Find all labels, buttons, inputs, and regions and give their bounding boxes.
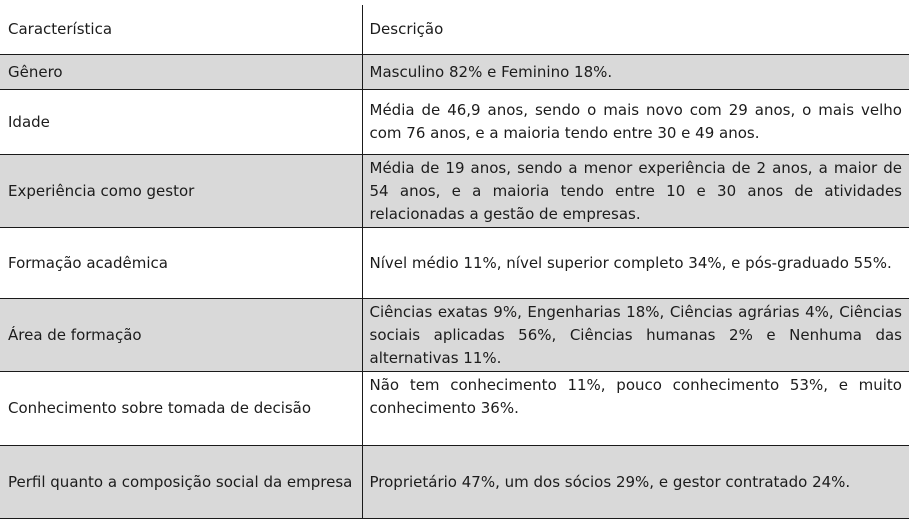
table-row: [0, 446, 909, 519]
row-label: Gênero: [0, 55, 362, 90]
header-caracteristica: Característica: [0, 5, 362, 55]
row-label: Perfil quanto a composição social da empresa: [0, 446, 362, 519]
profile-table: [0, 5, 909, 519]
header-descricao: Descrição: [369, 20, 444, 38]
table-row: [0, 90, 909, 155]
table-row: [0, 299, 909, 372]
table-row: [0, 155, 909, 228]
row-label: Área de formação: [0, 299, 362, 372]
row-description: Nível médio 11%, nível superior completo 34%, e pós-graduado 55%.: [362, 228, 909, 299]
row-description: Proprietário 47%, um dos sócios 29%, e gestor contratado 24%.: [362, 446, 909, 519]
row-description: Média de 19 anos, sendo a menor experiência de 2 anos, a maior de 54 anos, e a maioria tendo entre 10 e 30 anos de atividades relacionadas a gestão de empresas.: [362, 155, 909, 228]
table-row: [0, 372, 909, 446]
row-description: Não tem conhecimento 11%, pouco conhecimento 53%, e muito conhecimento 36%.: [362, 372, 909, 446]
table-row: [0, 55, 909, 90]
row-label: Idade: [0, 90, 362, 155]
table-header-row: [0, 5, 909, 55]
row-description: Masculino 82% e Feminino 18%.: [362, 55, 909, 90]
row-description: Média de 46,9 anos, sendo o mais novo com 29 anos, o mais velho com 76 anos, e a maioria tendo entre 30 e 49 anos.: [362, 90, 909, 155]
table-row: [0, 228, 909, 299]
row-label: Experiência como gestor: [0, 155, 362, 228]
row-description: Ciências exatas 9%, Engenharias 18%, Ciências agrárias 4%, Ciências sociais aplicadas 56%, Ciências humanas 2% e Nenhuma das alternativas 11%.: [362, 299, 909, 372]
row-label: Conhecimento sobre tomada de decisão: [0, 372, 362, 446]
row-label: Formação acadêmica: [0, 228, 362, 299]
